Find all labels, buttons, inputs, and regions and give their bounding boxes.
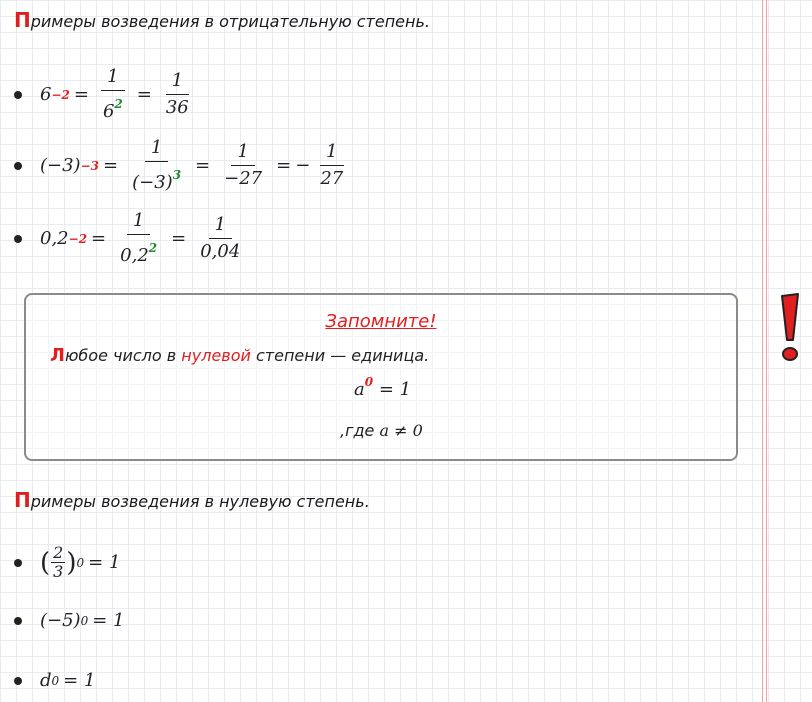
fraction — [194, 214, 246, 263]
heading-initial: П — [14, 8, 31, 32]
example-zero-3: d 0 = 1 — [14, 670, 99, 691]
bullet — [14, 677, 22, 685]
remember-title: Запомните! — [325, 311, 437, 332]
denominator: $(-3)^3$ — [132, 168, 182, 193]
bullet — [14, 162, 22, 170]
heading-negative-power — [14, 8, 430, 32]
fraction: $\frac{2}{3}$ — [53, 543, 64, 581]
numerator: 1 — [101, 66, 124, 91]
exponent: −3 — [80, 158, 99, 173]
bullet — [14, 235, 22, 243]
numerator: 1 — [209, 214, 232, 239]
fraction — [126, 137, 187, 194]
bullet — [14, 91, 22, 99]
minus-sign: − — [295, 155, 311, 176]
remember-text: Любое число в нулевой степени — единица. — [50, 345, 430, 366]
fraction — [114, 210, 163, 267]
denominator: 27 — [320, 168, 344, 189]
bullet — [14, 559, 22, 567]
example-zero-2: (−5) 0 = 1 — [14, 610, 129, 631]
fraction — [160, 70, 195, 119]
denominator: $0,2^2$ — [120, 241, 158, 266]
numerator: 1 — [320, 141, 343, 166]
denominator: 36 — [165, 97, 189, 118]
exclamation-icon — [776, 292, 804, 366]
numerator: 1 — [166, 70, 189, 95]
denominator: 0,04 — [200, 241, 241, 262]
bullet — [14, 617, 22, 625]
remember-box — [24, 293, 738, 461]
heading-initial: П — [14, 488, 31, 512]
zero-power-formula: $a^0 = 1$ — [354, 375, 412, 400]
exponent: −2 — [68, 231, 88, 246]
numerator: 1 — [231, 141, 254, 166]
example-zero-1: ( $\frac{2}{3}$ ) 0 = 1 — [14, 544, 124, 581]
numerator: 1 — [145, 137, 168, 162]
base: 6 — [40, 84, 52, 105]
denominator: −27 — [224, 168, 263, 189]
fraction — [97, 66, 129, 123]
example-negative-3: 0,2 −2 = $\frac{1}{0,2^2}$ = $\frac{1}{0,04}$ — [14, 210, 250, 267]
base: (−3) — [40, 155, 81, 176]
heading-text: римеры возведения в отрицательную степень. — [30, 12, 430, 31]
margin-line-2 — [766, 0, 767, 702]
base: 0,2 — [40, 228, 69, 249]
denominator: $6^2$ — [102, 97, 123, 122]
example-negative-1: 6 −2 = $\frac{1}{6^2}$ = $\frac{1}{36}$ — [14, 66, 199, 123]
margin-line — [762, 0, 763, 702]
highlight-zero: нулевой — [181, 346, 251, 365]
numerator: 1 — [127, 210, 150, 235]
fraction — [314, 141, 349, 190]
heading-text: римеры возведения в нулевую степень. — [30, 492, 370, 511]
exponent: −2 — [51, 87, 70, 102]
fraction — [218, 141, 268, 190]
example-negative-2: (−3) −3 = $\frac{1}{(-3)^3}$ = $\frac{1}{-27}$ = − $\frac{1}{27}$ — [14, 137, 353, 194]
zero-power-condition: ,где a ≠ 0 — [340, 421, 423, 440]
heading-zero-power — [14, 488, 370, 512]
